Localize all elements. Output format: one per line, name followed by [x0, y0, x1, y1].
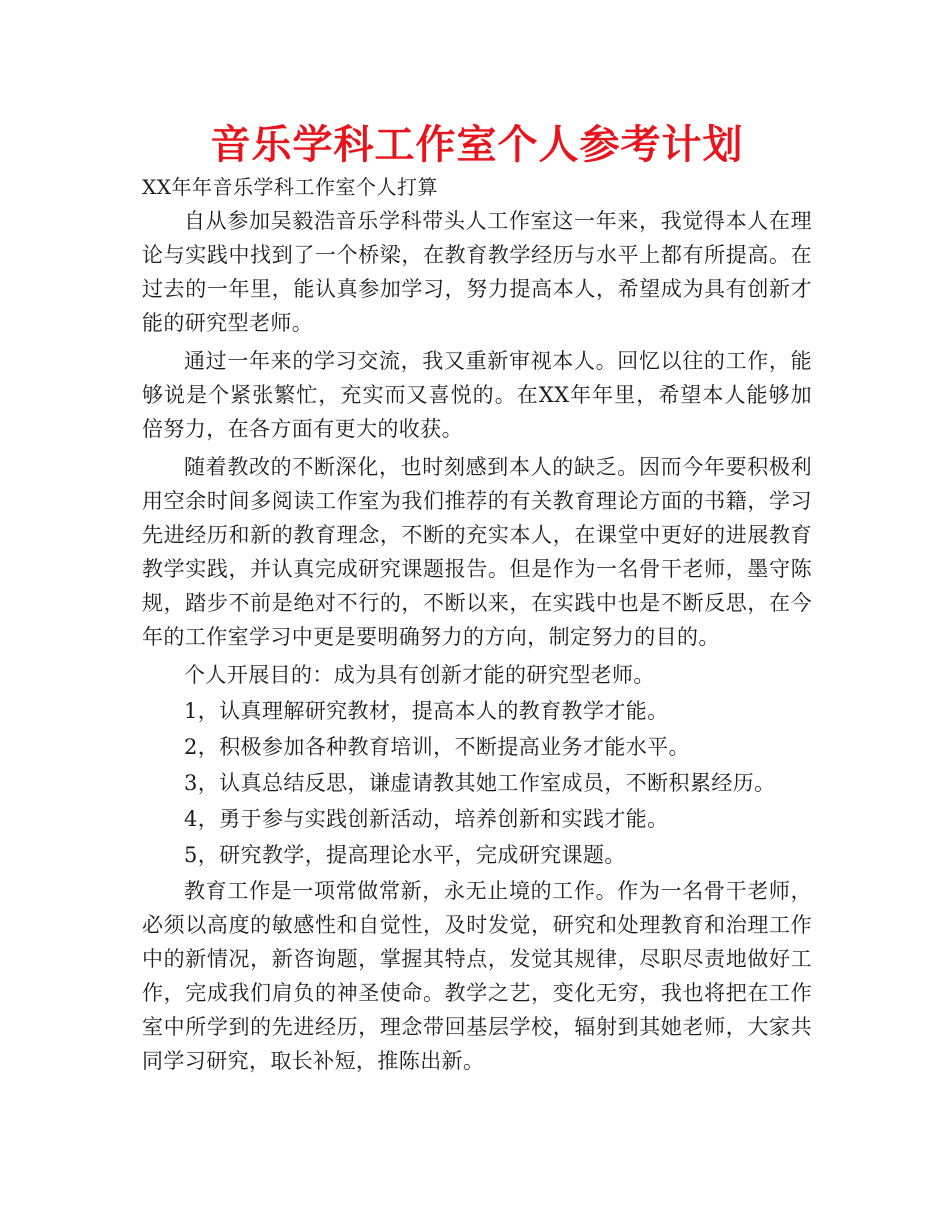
body-paragraph-3: 随着教改的不断深化，也时刻感到本人的缺乏。因而今年要积极利用空余时间多阅读工作室为我们推荐的有关教育理论方面的书籍，学习先进经历和新的教育理念，不断的充实本人，在课堂中更好的进展教育教学实践，并认真完成研究课题报告。但是作为一名骨干老师，墨守陈规，踏步不前是绝对不行的，不断以来，在实践中也是不断反思，在今年的工作室学习中更是要明确努力的方向，制定努力的目的。 [142, 455, 812, 649]
document-title: 音乐学科工作室个人参考计划 [210, 122, 744, 168]
document-subtitle: XX年年音乐学科工作室个人打算 [142, 175, 438, 199]
closing-paragraph: 教育工作是一项常做常新，永无止境的工作。作为一名骨干老师，必须以高度的敏感性和自觉性，及时发觉，研究和处理教育和治理工作中的新情况，新咨询题，掌握其特点，发觉其规律，尽职尽责地做好工作，完成我们肩负的神圣使命。教学之艺，变化无穷，我也将把在工作室中所学到的先进经历，理念带回基层学校，辐射到其她老师，大家共同学习研究，取长补短，推陈出新。 [142, 879, 812, 1073]
goal-statement: 个人开展目的：成为具有创新才能的研究型老师。 [184, 663, 655, 687]
body-paragraph-1: 自从参加吴毅浩音乐学科带头人工作室这一年来，我觉得本人在理论与实践中找到了一个桥梁，在教育教学经历与水平上都有所提高。在过去的一年里，能认真参加学习，努力提高本人，希望成为具有创新才能的研究型老师。 [142, 209, 812, 335]
goal-item-3: 3，认真总结反思，谦虚请教其她工作室成员，不断积累经历。 [184, 771, 776, 795]
goal-item-4: 4，勇于参与实践创新活动，培养创新和实践才能。 [184, 807, 669, 831]
goal-item-5: 5，研究教学，提高理论水平，完成研究课题。 [184, 843, 626, 867]
goal-item-2: 2，积极参加各种教育培训，不断提高业务才能水平。 [184, 735, 690, 759]
body-paragraph-2: 通过一年来的学习交流，我又重新审视本人。回忆以往的工作，能够说是个紧张繁忙，充实而又喜悦的。在XX年年里，希望本人能够加倍努力，在各方面有更大的收获。 [142, 349, 812, 441]
goal-item-1: 1，认真理解研究教材，提高本人的教育教学才能。 [184, 699, 669, 723]
document-page [142, 118, 812, 1082]
